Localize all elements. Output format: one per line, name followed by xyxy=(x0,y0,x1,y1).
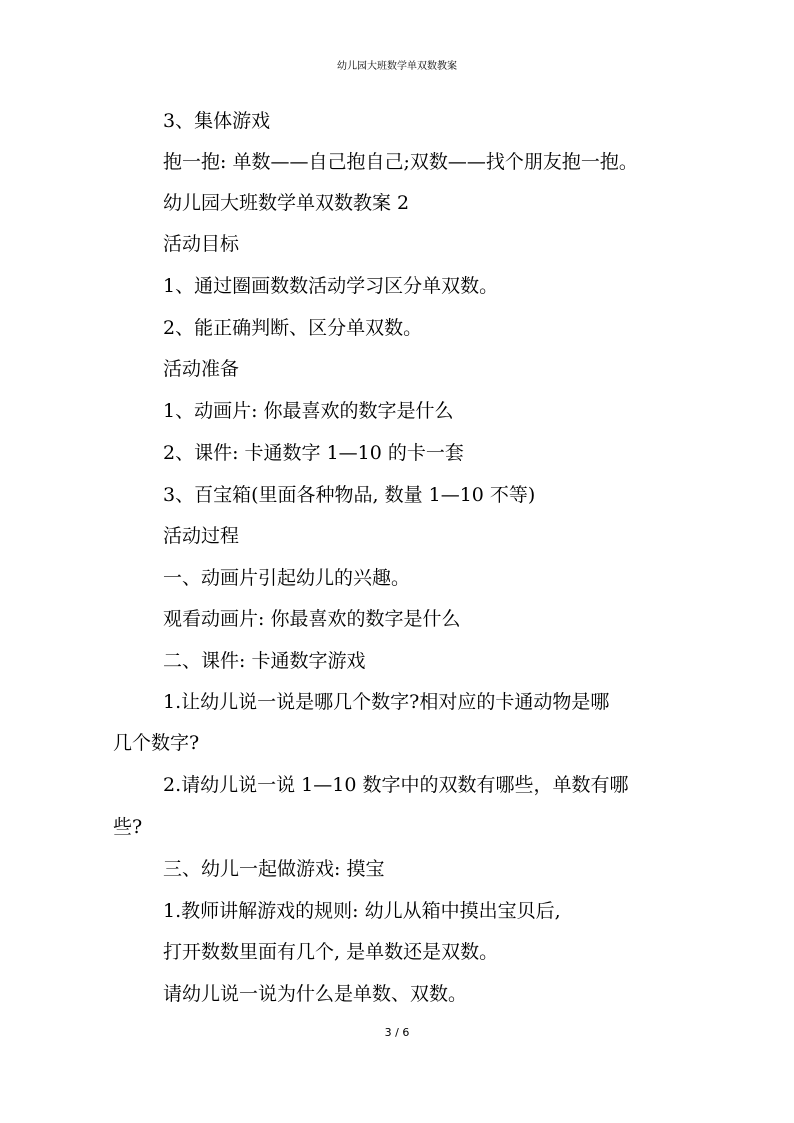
page-number: 3 / 6 xyxy=(384,1026,410,1039)
body-line: 打开数数里面有几个, 是单数还是双数。 xyxy=(163,941,499,963)
body-line: 活动过程 xyxy=(163,525,240,547)
body-line: 几个数字? xyxy=(113,732,200,754)
body-line: 3、百宝箱(里面各种物品, 数量 1—10 不等) xyxy=(163,484,536,506)
body-line: 二、课件: 卡通数字游戏 xyxy=(163,650,366,672)
body-line: 1、通过圈画数数活动学习区分单双数。 xyxy=(163,275,499,297)
body-line: 一、动画片引起幼儿的兴趣。 xyxy=(163,567,411,589)
body-line: 活动准备 xyxy=(163,358,240,380)
body-line: 些? xyxy=(113,816,143,838)
body-line: 2.请幼儿说一说 1—10 数字中的双数有哪些，单数有哪 xyxy=(163,774,629,796)
body-line: 1.让幼儿说一说是哪几个数字?相对应的卡通动物是哪 xyxy=(163,691,610,713)
body-line: 请幼儿说一说为什么是单数、双数。 xyxy=(163,983,468,1005)
body-line: 2、能正确判断、区分单双数。 xyxy=(163,317,423,339)
body-line: 3、集体游戏 xyxy=(163,110,271,132)
body-line: 2、课件: 卡通数字 1—10 的卡一套 xyxy=(163,442,464,464)
body-line: 三、幼儿一起做游戏: 摸宝 xyxy=(163,858,385,880)
body-line: 1.教师讲解游戏的规则: 幼儿从箱中摸出宝贝后, xyxy=(163,900,561,922)
page-header: 幼儿园大班数学单双数教案 xyxy=(337,61,457,72)
body-line: 观看动画片: 你最喜欢的数字是什么 xyxy=(163,608,461,630)
body-line: 抱一抱: 单数——自己抱自己;双数——找个朋友抱一抱。 xyxy=(163,151,638,173)
body-line: 活动目标 xyxy=(163,233,240,255)
body-line: 1、动画片: 你最喜欢的数字是什么 xyxy=(163,400,454,422)
section-title: 幼儿园大班数学单双数教案 2 xyxy=(163,192,410,214)
